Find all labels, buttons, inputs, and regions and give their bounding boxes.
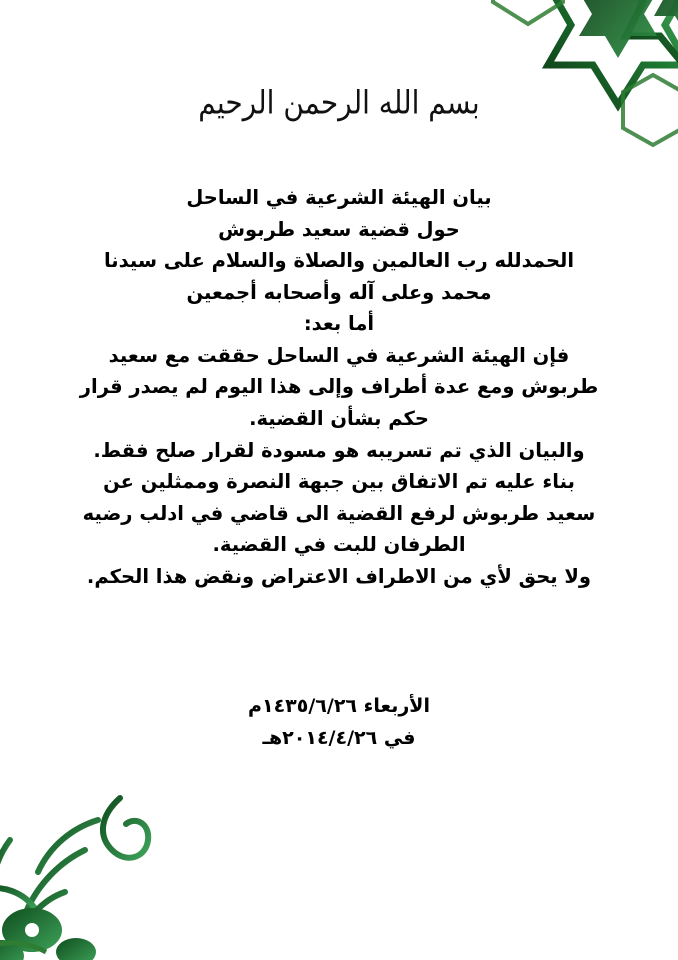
- statement-line: الحمدلله رب العالمين والصلاة والسلام على سيدنا: [103, 249, 575, 273]
- statement-line: حول قضية سعيد طربوش: [218, 217, 460, 241]
- statement-line: ولا يحق لأي من الاطراف الاعتراض ونقض هذا الحكم.: [86, 564, 592, 588]
- statement-line: حكم بشأن القضية.: [249, 407, 429, 431]
- statement-body: [48, 182, 630, 593]
- basmala-text: بسم الله الرحمن الرحيم: [198, 83, 480, 122]
- geometric-star-ornament: [468, 0, 678, 170]
- date-hijri: الأربعاء ١٤٣٥/٦/٢٦م: [248, 695, 430, 717]
- date-gregorian: في ٢٠١٤/٤/٢٦هـ: [262, 727, 416, 750]
- statement-line: بناء عليه تم الاتفاق بين جبهة النصرة وممثلين عن: [103, 470, 575, 494]
- statement-line: الطرفان للبت في القضية.: [212, 533, 466, 557]
- statement-line: سعيد طربوش لرفع القضية الى قاضي في ادلب رضيه: [82, 501, 596, 525]
- statement-line: بيان الهيئة الشرعية في الساحل: [186, 186, 492, 209]
- floral-arabesque-ornament: [0, 780, 230, 960]
- statement-line: محمد وعلى آله وأصحابه أجمعين: [186, 280, 492, 304]
- statement-line: فإن الهيئة الشرعية في الساحل حققت مع سعيد: [108, 343, 570, 367]
- statement-line: طربوش ومع عدة أطراف وإلى هذا اليوم لم يصدر قرار: [79, 375, 599, 399]
- statement-line: والبيان الذي تم تسريبه هو مسودة لقرار صلح فقط.: [93, 438, 585, 462]
- basmala-container: [0, 83, 678, 122]
- date-block: [0, 690, 678, 755]
- statement-line: أما بعد:: [303, 312, 375, 336]
